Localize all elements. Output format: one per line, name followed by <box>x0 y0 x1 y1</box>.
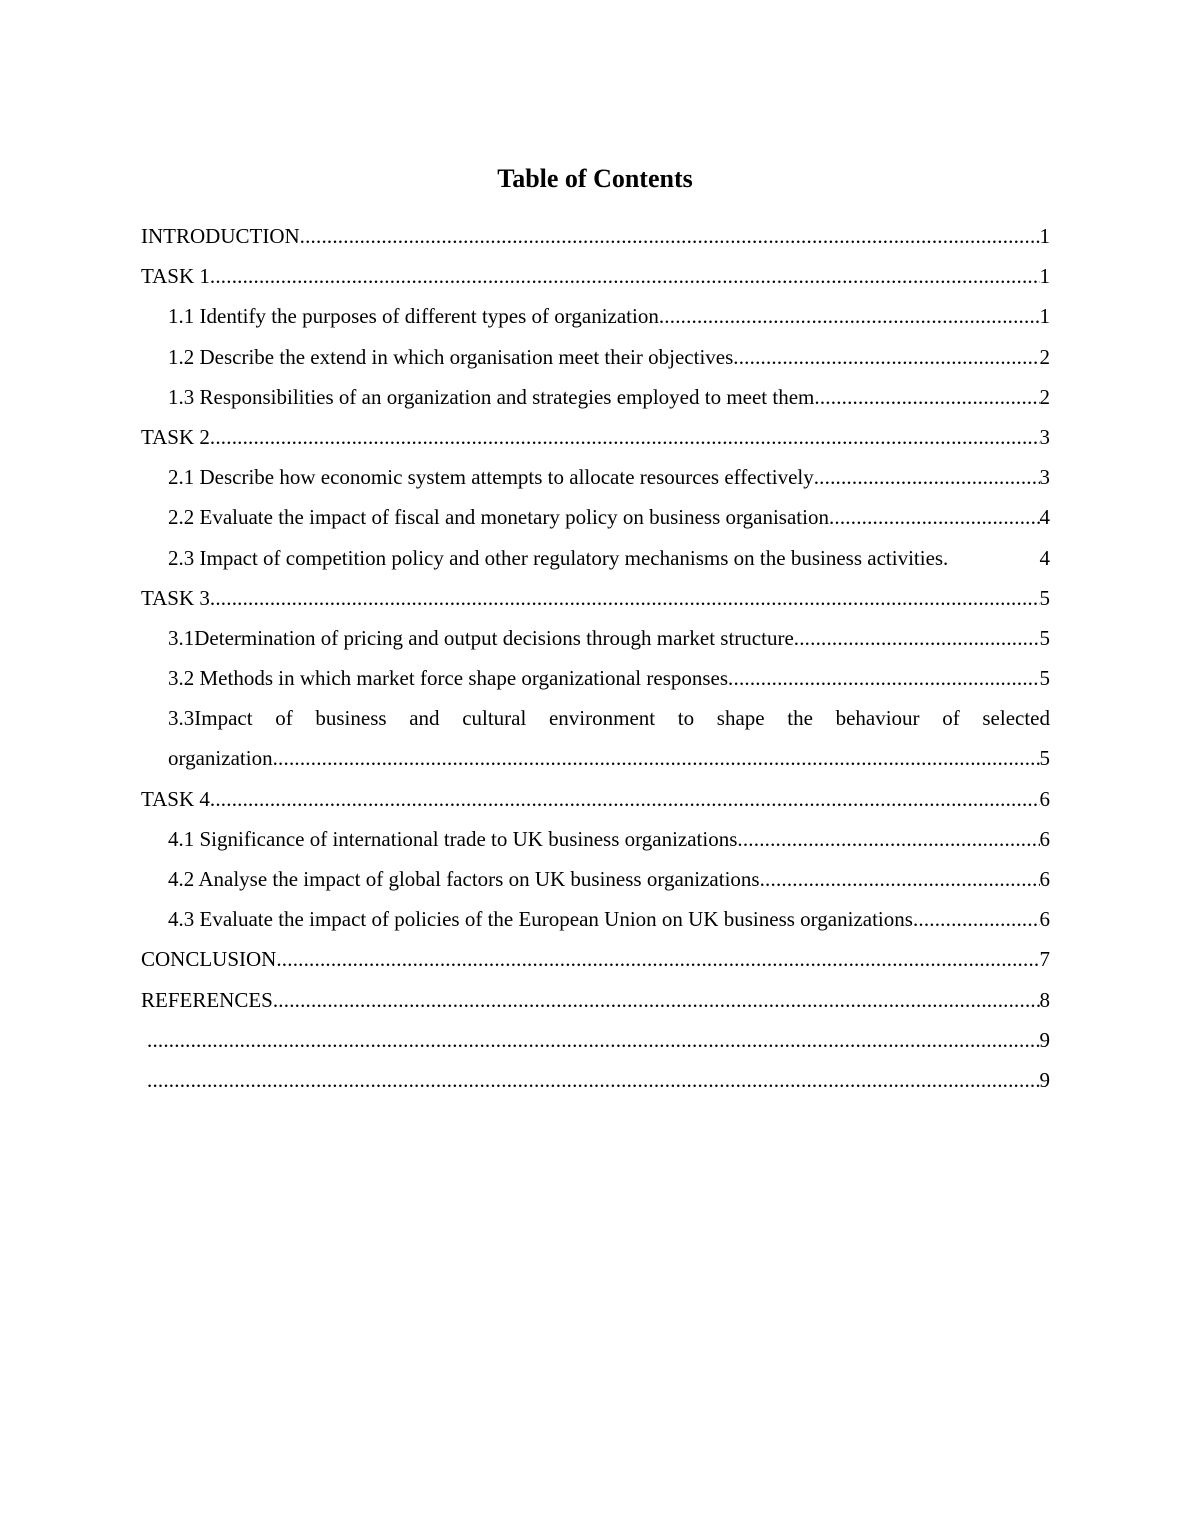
dot-leader <box>210 256 1040 296</box>
toc-entry-3-3[interactable] <box>168 698 1050 778</box>
toc-link[interactable] <box>168 618 1050 658</box>
toc-page-number: 5 <box>1039 746 1050 771</box>
toc-entry-4-2[interactable] <box>168 859 1050 899</box>
dot-leader <box>948 538 1033 578</box>
toc-entry-untitled-1[interactable] <box>141 1020 1050 1060</box>
toc-page-number: 6 <box>1039 826 1050 851</box>
toc-page-number: 2 <box>1039 344 1050 369</box>
dot-leader <box>210 578 1040 618</box>
toc-link[interactable] <box>168 738 1050 778</box>
toc-entry-label: TASK 2 <box>141 424 210 449</box>
toc-page-number: 1 <box>1039 304 1050 329</box>
toc-entry-label: 2.1 Describe how economic system attempts to allocate resources effectively <box>168 465 814 490</box>
toc-entry-label: TASK 1 <box>141 264 210 289</box>
toc-link[interactable] <box>141 939 1050 979</box>
toc-page-number: 8 <box>1039 987 1050 1012</box>
dot-leader <box>210 779 1040 819</box>
toc-link[interactable] <box>168 859 1050 899</box>
dot-leader <box>829 497 1040 537</box>
toc-title: Table of Contents <box>497 164 693 193</box>
toc-link[interactable] <box>168 457 1050 497</box>
toc-link[interactable] <box>141 1020 1050 1060</box>
toc-page-number: 9 <box>1039 1067 1050 1092</box>
toc-entry-label: 3.1Determination of pricing and output decisions through market structure <box>168 625 794 650</box>
dot-leader <box>273 738 1040 778</box>
toc-page-number: 2 <box>1039 384 1050 409</box>
dot-leader <box>814 377 1039 417</box>
toc-page-number: 5 <box>1039 585 1050 610</box>
toc-page-number: 5 <box>1039 625 1050 650</box>
toc-page-number: 6 <box>1039 867 1050 892</box>
toc-entry-label: REFERENCES <box>141 987 273 1012</box>
toc-entry-label: INTRODUCTION <box>141 224 300 248</box>
toc-link[interactable] <box>141 578 1050 618</box>
toc-entry-task-3[interactable] <box>141 578 1050 618</box>
toc-entry-label: 1.3 Responsibilities of an organization and strategies employed to meet them <box>168 384 815 409</box>
toc-link[interactable] <box>141 417 1050 457</box>
toc-link[interactable] <box>168 296 1050 336</box>
toc-entry-label: TASK 3 <box>141 585 210 610</box>
dot-leader <box>794 618 1040 658</box>
toc-entry-1-1[interactable] <box>168 296 1050 336</box>
dot-leader <box>814 457 1040 497</box>
toc-entry-task-4[interactable] <box>141 779 1050 819</box>
toc-entry-label: CONCLUSION <box>141 947 277 972</box>
toc-entry-label: 1.2 Describe the extend in which organisation meet their objectives <box>168 344 734 369</box>
toc-page-number: 7 <box>1039 947 1050 972</box>
toc-entry-2-2[interactable] <box>168 497 1050 537</box>
toc-page-number: 6 <box>1039 786 1050 811</box>
dot-leader <box>760 859 1040 899</box>
toc-entry-3-1[interactable] <box>168 618 1050 658</box>
toc-entry-label-line1: 3.3Impact of business and cultural environment to shape the behaviour of selected <box>168 706 1050 731</box>
toc-entry-references[interactable] <box>141 980 1050 1020</box>
toc-page-number: 3 <box>1039 465 1050 490</box>
dot-leader <box>659 296 1040 336</box>
dot-leader <box>728 658 1039 698</box>
toc-link[interactable] <box>141 779 1050 819</box>
dot-leader <box>210 417 1040 457</box>
toc-link[interactable] <box>168 899 1050 939</box>
toc-entry-3-2[interactable] <box>168 658 1050 698</box>
toc-link[interactable] <box>141 256 1050 296</box>
toc-entry-label: 1.1 Identify the purposes of different types of organization <box>168 304 659 329</box>
toc-entry-label: 4.2 Analyse the impact of global factors on UK business organizations <box>168 867 760 892</box>
toc-entry-label: TASK 4 <box>141 786 210 811</box>
toc-page-number: 6 <box>1039 907 1050 932</box>
dot-leader <box>273 980 1040 1020</box>
toc-page-number: 4 <box>1039 505 1050 530</box>
dot-leader <box>733 337 1039 377</box>
toc-entry-1-2[interactable] <box>168 337 1050 377</box>
toc-entry-2-3[interactable] <box>168 538 1050 578</box>
toc-page-number: 9 <box>1039 1027 1050 1052</box>
dot-leader <box>276 939 1039 979</box>
toc-page-number: 4 <box>1039 545 1050 570</box>
toc-page-number: 1 <box>1039 224 1050 248</box>
table-of-contents <box>141 216 1050 1100</box>
toc-entry-label-line2: organization <box>168 746 273 771</box>
toc-entry-4-1[interactable] <box>168 819 1050 859</box>
dot-leader <box>913 899 1040 939</box>
toc-link[interactable] <box>168 337 1050 377</box>
toc-entry-conclusion[interactable] <box>141 939 1050 979</box>
toc-entry-4-3[interactable] <box>168 899 1050 939</box>
toc-link[interactable] <box>141 1060 1050 1100</box>
toc-page-number: 5 <box>1039 666 1050 691</box>
toc-entry-label: 3.2 Methods in which market force shape organizational responses <box>168 666 729 691</box>
toc-link[interactable] <box>168 538 1050 578</box>
dot-leader <box>737 819 1039 859</box>
toc-entry-label: 2.3 Impact of competition policy and other regulatory mechanisms on the business activities. <box>168 545 949 570</box>
toc-link[interactable] <box>168 658 1050 698</box>
toc-entry-task-2[interactable] <box>141 417 1050 457</box>
toc-link[interactable] <box>168 819 1050 859</box>
toc-page-number: 1 <box>1039 264 1050 289</box>
toc-entry-untitled-2[interactable] <box>141 1060 1050 1100</box>
dot-leader <box>300 216 1040 256</box>
dot-leader <box>147 1020 1040 1060</box>
toc-link[interactable] <box>141 216 1050 256</box>
toc-page-number: 3 <box>1039 424 1050 449</box>
toc-link[interactable] <box>141 980 1050 1020</box>
toc-entry-label: 4.1 Significance of international trade to UK business organizations <box>168 826 738 851</box>
toc-entry-label: 4.3 Evaluate the impact of policies of the European Union on UK business organizations <box>168 907 913 932</box>
dot-leader <box>147 1060 1040 1100</box>
toc-entry-task-1[interactable] <box>141 256 1050 296</box>
toc-link[interactable] <box>168 377 1050 417</box>
toc-link[interactable] <box>168 497 1050 537</box>
toc-entry-label: 2.2 Evaluate the impact of fiscal and monetary policy on business organisation <box>168 505 829 530</box>
toc-entry-2-1[interactable] <box>168 457 1050 497</box>
toc-entry-1-3[interactable] <box>168 377 1050 417</box>
toc-entry-introduction[interactable] <box>141 216 1050 256</box>
